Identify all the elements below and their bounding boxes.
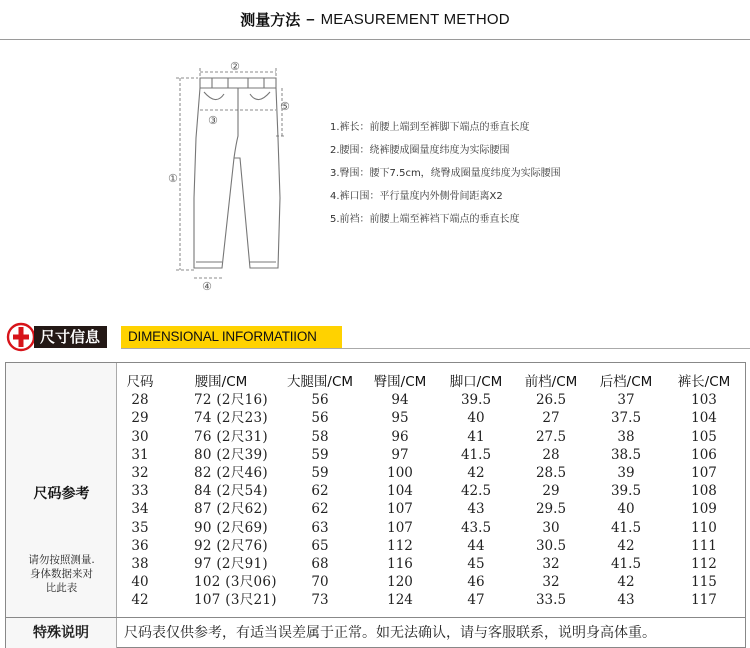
table-cell: 37.5	[610, 410, 642, 427]
table-row	[118, 482, 746, 500]
table-cell: 110	[691, 519, 717, 536]
table-cell: 40	[131, 574, 149, 591]
table-cell: 56	[311, 392, 329, 409]
table-header-cell: 臀围/CM	[373, 374, 427, 390]
table-cell: 90 (2尺69)	[194, 519, 268, 536]
measurement-title-en: MEASUREMENT METHOD	[320, 11, 510, 28]
measurement-instructions	[330, 121, 730, 236]
table-cell: 47	[467, 592, 485, 609]
table-cell: 45	[467, 555, 485, 572]
size-table-label-cell	[6, 363, 117, 617]
table-cell: 36	[131, 537, 149, 554]
table-cell: 104	[691, 410, 717, 427]
table-cell: 112	[691, 555, 717, 572]
table-row	[118, 519, 746, 537]
table-cell: 96	[391, 428, 409, 445]
table-cell: 87 (2尺62)	[194, 501, 268, 518]
table-cell: 37	[617, 392, 635, 409]
table-cell: 33	[131, 483, 149, 500]
table-row	[118, 446, 746, 464]
table-row	[118, 591, 746, 609]
table-header-cell: 后档/CM	[599, 374, 653, 390]
table-cell: 111	[691, 537, 717, 554]
table-cell: 40	[467, 410, 485, 427]
instruction-item: 1.裤长：前腰上端到至裤脚下端点的垂直长度	[330, 122, 530, 133]
size-table-note-line: 比此表	[45, 582, 78, 594]
table-cell: 73	[311, 592, 329, 609]
table-cell: 41.5	[610, 519, 642, 536]
table-cell: 105	[691, 428, 717, 445]
banner-title-zh: 尺寸信息	[34, 326, 107, 348]
table-cell: 43	[617, 592, 635, 609]
table-cell: 30.5	[535, 537, 567, 554]
table-cell: 65	[311, 537, 329, 554]
table-cell: 117	[691, 592, 717, 609]
table-cell: 32	[542, 555, 560, 572]
banner-title-en: DIMENSIONAL INFORMATIION	[121, 326, 342, 348]
banner-divider	[121, 348, 750, 349]
table-cell: 92 (2尺76)	[194, 537, 268, 554]
table-cell: 39	[617, 464, 635, 481]
table-cell: 33.5	[535, 592, 567, 609]
table-row	[118, 555, 746, 573]
size-table-label: 尺码参考	[33, 486, 90, 502]
table-cell: 116	[387, 555, 413, 572]
marker-4: ④	[202, 280, 212, 293]
table-cell: 29	[542, 483, 560, 500]
table-cell: 42	[617, 537, 635, 554]
special-note-label: 特殊说明	[6, 618, 117, 648]
table-cell: 107 (3尺21)	[194, 592, 277, 609]
table-cell: 28	[542, 446, 560, 463]
dimensional-banner	[0, 322, 750, 352]
instruction-item: 4.裤口围：平行量度内外侧骨间距离X2	[330, 191, 503, 202]
special-note-text: 尺码表仅供参考，有适当误差属于正常。如无法确认，请与客服联系，说明身高体重。	[124, 625, 656, 641]
table-cell: 39.5	[610, 483, 642, 500]
pants-illustration	[150, 48, 310, 298]
table-row	[118, 464, 746, 482]
size-grid	[118, 373, 746, 609]
table-cell: 62	[311, 501, 329, 518]
marker-3: ③	[208, 114, 218, 127]
measurement-title-sep: –	[306, 11, 315, 28]
measurement-title-zh: 测量方法	[240, 12, 301, 29]
table-header-cell: 前档/CM	[524, 374, 578, 390]
marker-5: ⑤	[280, 100, 290, 113]
table-cell: 26.5	[535, 392, 567, 409]
table-cell: 32	[131, 464, 149, 481]
table-cell: 41.5	[460, 446, 492, 463]
table-cell: 32	[542, 574, 560, 591]
table-cell: 107	[387, 519, 413, 536]
table-cell: 102 (3尺06)	[194, 574, 277, 591]
table-cell: 76 (2尺31)	[194, 428, 268, 445]
marker-2: ②	[230, 60, 240, 73]
table-cell: 28.5	[535, 464, 567, 481]
table-cell: 43	[467, 501, 485, 518]
table-cell: 40	[617, 501, 635, 518]
table-cell: 115	[691, 574, 717, 591]
table-cell: 41.5	[610, 555, 642, 572]
table-header-cell: 腰围/CM	[194, 374, 248, 390]
table-cell: 107	[691, 464, 717, 481]
table-cell: 74 (2尺23)	[194, 410, 268, 427]
table-cell: 112	[387, 537, 413, 554]
table-cell: 38	[617, 428, 635, 445]
table-cell: 120	[387, 574, 413, 591]
table-cell: 84 (2尺54)	[194, 483, 268, 500]
size-table	[5, 362, 746, 618]
table-cell: 46	[467, 574, 485, 591]
table-cell: 104	[387, 483, 413, 500]
table-cell: 72 (2尺16)	[194, 392, 268, 409]
size-table-note-line: 请勿按照测量.	[28, 554, 95, 566]
table-cell: 35	[131, 519, 149, 536]
table-cell: 39.5	[460, 392, 492, 409]
table-cell: 109	[691, 501, 717, 518]
table-cell: 94	[391, 392, 409, 409]
measurement-header	[0, 0, 750, 40]
table-cell: 38	[131, 555, 149, 572]
table-cell: 43.5	[460, 519, 492, 536]
table-header-cell: 脚口/CM	[449, 374, 503, 390]
table-cell: 108	[691, 483, 717, 500]
table-row	[118, 391, 746, 409]
instruction-item: 3.臀围：腰下7.5cm，绕臀成圈量度纬度为实际腰围	[330, 168, 561, 179]
table-row	[118, 428, 746, 446]
table-cell: 97 (2尺91)	[194, 555, 268, 572]
table-cell: 62	[311, 483, 329, 500]
size-table-note	[6, 553, 117, 595]
table-cell: 38.5	[610, 446, 642, 463]
table-cell: 30	[542, 519, 560, 536]
table-cell: 28	[131, 392, 149, 409]
table-cell: 68	[311, 555, 329, 572]
table-cell: 42	[467, 464, 485, 481]
table-cell: 59	[311, 464, 329, 481]
table-header-cell: 裤长/CM	[677, 374, 731, 390]
table-cell: 106	[691, 446, 717, 463]
table-cell: 107	[387, 501, 413, 518]
table-cell: 70	[311, 574, 329, 591]
instruction-item: 2.腰围：绕裤腰成圈量度纬度为实际腰围	[330, 145, 510, 156]
table-cell: 31	[131, 446, 149, 463]
table-cell: 103	[691, 392, 717, 409]
table-cell: 58	[311, 428, 329, 445]
table-header-cell: 尺码	[126, 374, 154, 390]
table-row	[118, 500, 746, 518]
table-row	[118, 537, 746, 555]
table-cell: 63	[311, 519, 329, 536]
table-cell: 42	[617, 574, 635, 591]
instruction-item: 5.前裆：前腰上端至裤裆下端点的垂直长度	[330, 214, 520, 225]
table-cell: 41	[467, 428, 485, 445]
table-cell: 27	[542, 410, 560, 427]
table-cell: 56	[311, 410, 329, 427]
table-header-row	[118, 373, 746, 391]
table-cell: 29	[131, 410, 149, 427]
table-cell: 80 (2尺39)	[194, 446, 268, 463]
table-cell: 30	[131, 428, 149, 445]
table-cell: 44	[467, 537, 485, 554]
marker-1: ①	[168, 172, 178, 185]
table-cell: 42.5	[460, 483, 492, 500]
table-cell: 59	[311, 446, 329, 463]
pants-diagram	[150, 48, 310, 298]
table-cell: 34	[131, 501, 149, 518]
table-cell: 82 (2尺46)	[194, 464, 268, 481]
special-note-row	[5, 618, 746, 648]
table-cell: 42	[131, 592, 149, 609]
table-cell: 27.5	[535, 428, 567, 445]
table-cell: 100	[387, 464, 413, 481]
table-cell: 95	[391, 410, 409, 427]
table-row	[118, 573, 746, 591]
table-cell: 29.5	[535, 501, 567, 518]
table-cell: 97	[391, 446, 409, 463]
size-table-note-line: 身体数据来对	[30, 568, 93, 580]
table-header-cell: 大腿围/CM	[286, 374, 354, 390]
table-row	[118, 409, 746, 427]
table-cell: 124	[387, 592, 413, 609]
